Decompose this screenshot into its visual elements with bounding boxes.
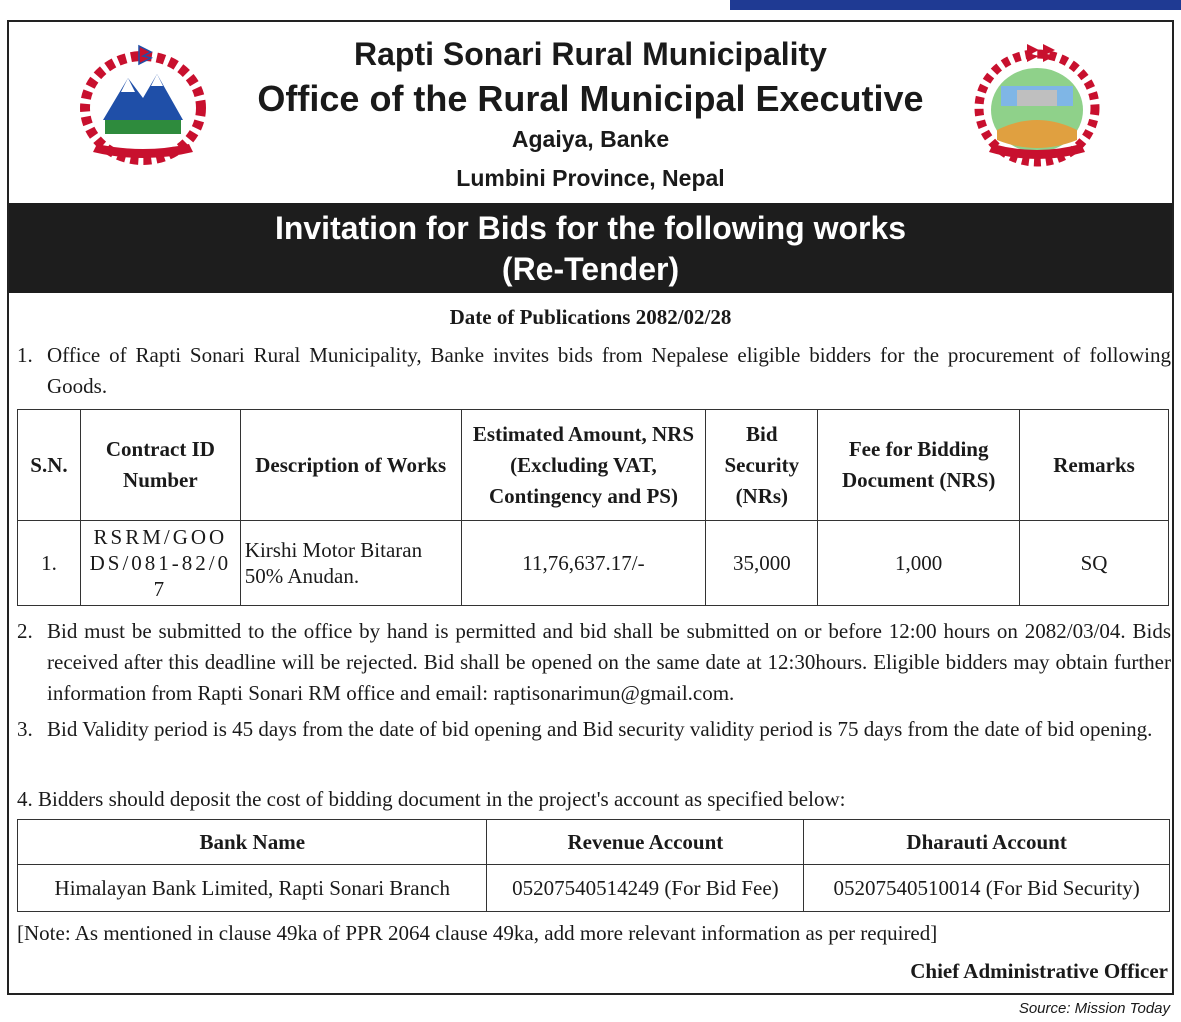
office-province: Lumbini Province, Nepal bbox=[456, 165, 725, 191]
cell-contract-id: RSRM/GOODS/081-82/07 bbox=[80, 521, 240, 606]
bids-table bbox=[17, 409, 1169, 606]
header-bidding-fee: Fee for Bidding Document (NRS) bbox=[818, 410, 1020, 521]
clause-3 bbox=[17, 714, 1171, 745]
clause-4-text: 4. Bidders should deposit the cost of bidding document in the project's account as specified below: bbox=[17, 787, 846, 811]
municipality-logo-icon bbox=[967, 40, 1107, 170]
source-credit: Source: Mission Today bbox=[1018, 1000, 1170, 1017]
cell-bidding-fee: 1,000 bbox=[818, 521, 1020, 606]
header-revenue-account: Revenue Account bbox=[487, 820, 804, 865]
office-name: Office of the Rural Municipal Executive bbox=[257, 78, 924, 119]
cell-dharauti-account: 05207540510014 (For Bid Security) bbox=[804, 865, 1170, 912]
cell-remarks: SQ bbox=[1020, 521, 1169, 606]
header-remarks: Remarks bbox=[1020, 410, 1169, 521]
cell-estimated-amount: 11,76,637.17/- bbox=[461, 521, 706, 606]
cell-revenue-account: 05207540514249 (For Bid Fee) bbox=[487, 865, 804, 912]
clause-1-number: 1. bbox=[17, 343, 33, 367]
top-accent-bar bbox=[730, 0, 1181, 10]
clause-3-number: 3. bbox=[17, 717, 33, 741]
cell-bank-name: Himalayan Bank Limited, Rapti Sonari Branch bbox=[18, 865, 487, 912]
header-dharauti-account: Dharauti Account bbox=[804, 820, 1170, 865]
municipality-name: Rapti Sonari Rural Municipality bbox=[354, 36, 827, 72]
ppr-note: [Note: As mentioned in clause 49ka of PPR 2064 clause 49ka, add more relevant information as per required] bbox=[17, 921, 938, 945]
cell-bid-security: 35,000 bbox=[706, 521, 818, 606]
clause-1-text: Office of Rapti Sonari Rural Municipality, Banke invites bids from Nepalese eligible bidders for the procurement of following Goods. bbox=[47, 343, 1171, 398]
banner-subtitle: (Re-Tender) bbox=[501, 251, 680, 287]
clause-2-text: Bid must be submitted to the office by hand is permitted and bid shall be submitted on or before 12:00 hours on 2082/03/04. Bids received after this deadline will be rejected. Bid shall be opened on the same date at 12:30hours. Eligible bidders may obtain further information from Rapti Sonari RM office and email: raptisonarimun@gmail.com. bbox=[47, 619, 1171, 705]
header-description: Description of Works bbox=[240, 410, 461, 521]
clause-3-text: Bid Validity period is 45 days from the date of bid opening and Bid security validity period is 75 days from the date of bid opening. bbox=[47, 717, 1153, 741]
table-row bbox=[18, 865, 1170, 912]
clause-2-number: 2. bbox=[17, 619, 33, 643]
bank-table bbox=[17, 819, 1170, 912]
clause-1 bbox=[17, 340, 1171, 402]
bank-header-row bbox=[18, 820, 1170, 865]
publication-date: Date of Publications 2082/02/28 bbox=[449, 305, 732, 329]
office-address: Agaiya, Banke bbox=[511, 126, 670, 152]
table-row bbox=[18, 521, 1169, 606]
cell-description: Kirshi Motor Bitaran 50% Anudan. bbox=[240, 521, 461, 606]
header-sn: S.N. bbox=[18, 410, 81, 521]
header-bank-name: Bank Name bbox=[18, 820, 487, 865]
cell-sn: 1. bbox=[18, 521, 81, 606]
title-banner bbox=[9, 203, 1172, 293]
notice-frame bbox=[7, 20, 1174, 995]
table-header-row bbox=[18, 410, 1169, 521]
header-estimated-amount: Estimated Amount, NRS (Excluding VAT, Contingency and PS) bbox=[461, 410, 706, 521]
signatory: Chief Administrative Officer bbox=[910, 959, 1168, 983]
clause-2 bbox=[17, 616, 1171, 709]
header-contract-id: Contract ID Number bbox=[80, 410, 240, 521]
banner-title: Invitation for Bids for the following works bbox=[274, 210, 907, 246]
notice-header bbox=[9, 22, 1172, 204]
header-bid-security: Bid Security (NRs) bbox=[706, 410, 818, 521]
